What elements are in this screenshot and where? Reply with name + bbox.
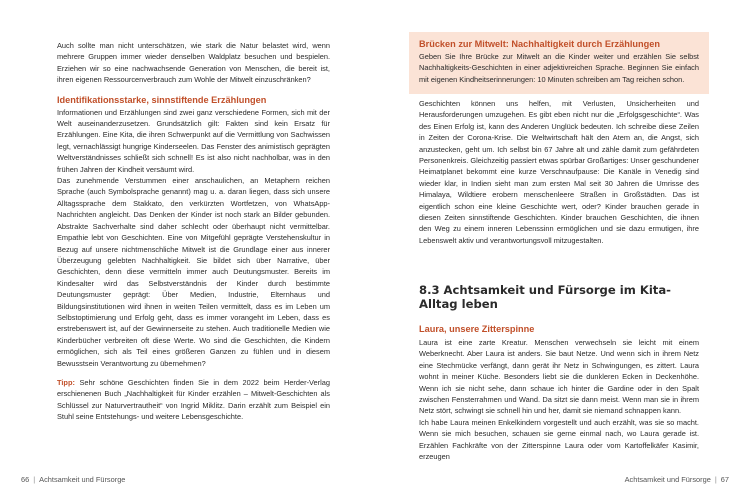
- section-heading-identifikation: Identifikationsstarke, sinnstiftende Erzählungen: [57, 94, 267, 105]
- right-text-column: [419, 98, 699, 246]
- tip-label: Tipp:: [57, 377, 75, 387]
- page-number: 67: [720, 475, 729, 484]
- tip-paragraph: [57, 377, 330, 423]
- running-title: Achtsamkeit und Fürsorge: [39, 475, 126, 484]
- info-box-text: Geben Sie Ihre Brücke zur Mitwelt an die Kinder weiter und erzählen Sie selbst Nachhaltigkeits-Geschichten in einer adjektivreichen Sprache. Beginnen Sie einfach mit eigenen Kindheitserinnerungen: 10 Minuten schreiben am Tag reichen schon.: [419, 52, 699, 84]
- sub-heading-laura: Laura, unsere Zitterspinne: [419, 324, 535, 334]
- footer-right: [625, 475, 729, 484]
- running-title: Achtsamkeit und Fürsorge: [624, 475, 711, 484]
- chapter-section-title: [419, 283, 679, 311]
- footer-separator: |: [714, 475, 717, 484]
- intro-paragraph: Auch sollte man nicht unterschätzen, wie stark die Natur belastet wird, wenn mehrere Gruppen immer wieder denselben Waldplatz besuchen und bespielen. Erziehen wir so eine nachwachsende Generation von Menschen, die bereit ist, ihren eigenen Ressourcenverbrauch zum Wohle der Mitwelt einzuschränken?: [57, 41, 330, 85]
- body-paragraph: Informationen und Erzählungen sind zwei ganz verschiedene Formen, sich mit der Welt auseinanderzusetzen. Grundsätzlich gilt: Fakten sind kein Ersatz für Erzählungen. Eine Kita, die ihren Schwerpunkt auf die Vermittlung von Sachwissen legt, vernachlässigt hungrige Kinderseelen. Das Fenster des animistisch geprägten Weltverständnisses schließt sich schnell! Es ist also nicht nachholbar, was in den frühen Jahren der Kindheit versäumt wird.: [57, 107, 330, 174]
- body-paragraph: Laura ist eine zarte Kreatur. Menschen verwechseln sie leicht mit einem Weberknecht. Aber Laura ist anders. Sie baut Netze. Und wenn sich in ihrem Netz eine Stechmücke verfängt, dann gerät ihr Netz in Schwingungen, es zittert. Laura wohnt in meiner Küche. Besonders liebt sie die dunkleren Ecken in Deckenhöhe. Wenn ich sie nicht sehe, dann schaue ich hinter die Gardine oder in den Spalt zwischen Fensterrahmen und Wand. Da sitzt sie dann meist. Wenn man sie in ihrem Netz stört, schwingt sie schnell hin und her, damit sie niemand schnappen kann.: [419, 338, 699, 416]
- tip-text: Sehr schöne Geschichten finden Sie in dem 2022 beim Herder-Verlag erschienenen Buch „Nachhaltigkeit für Kinder erzählen – Mitwelt-Geschichten als Schlüssel zur Naturvertrautheit“ von Ingrid Miklitz. Darin erzählt zum Beispiel ein Stuhl seine Entstehungs- und weitere Lebensgeschichte.: [57, 377, 330, 422]
- body-paragraph: Geschichten können uns helfen, mit Verlusten, Unsicherheiten und Herausforderungen umzugehen. Es gibt eben nicht nur die „Erfolgsgeschichte“. Was des Einen Erfolg ist, kann des Anderen Unglück bedeuten. Ich schreibe diese Zeilen in Zeiten der Corona-Krise. Die Weltwirtschaft hält den Atem an, die Angst, sich anzustecken, geht um. Ich selbst bin 67 Jahre alt und zähle damit zum gefährdeten Personenkreis. Gleichzeitig passiert etwas spürbar Großartiges: Unser geschundener Heimatplanet bekommt eine kurze Verschnaufpause: Die Kanäle in Venedig sind wieder klar, in Indien sieht man zum ersten Mal seit 30 Jahren die Umrisse des Himalaya, Wildtiere erobern menschenleere Straßen in Großstädten. Das ist eigentlich schon eine kleine Geschichte wert, oder? Kinder brauchen gerade in diesen Zeiten sinnstiftende Geschichten. Kinder brauchen Geschichten, die ihnen den Weg zu einem inneren Lebenssinn ermöglichen und sie dazu ermutigen, ihre Lebenswelt aktiv und verantwortungsvoll mitzugestalten.: [419, 99, 699, 245]
- footer-left: [21, 475, 125, 484]
- section-title-text: Achtsamkeit und Fürsorge im Kita-Alltag leben: [419, 283, 671, 311]
- body-paragraph: Ich habe Laura meinen Enkelkindern vorgestellt und auch erzählt, was sie so macht. Wenn sie mich besuchen, schauen sie gerne einmal nach, wo Laura gerade ist. Erzählen Fachkräfte von der Zitterspinne Laura oder vom Kartoffelkäfer Kasimir, erzeugen: [419, 417, 699, 462]
- info-box: [409, 32, 709, 94]
- page-number: 66: [21, 475, 30, 484]
- footer-separator: |: [33, 475, 36, 484]
- section-number: 8.3: [419, 283, 440, 297]
- left-text-column: [57, 40, 330, 423]
- laura-text: [419, 337, 699, 462]
- body-paragraph: Das zunehmende Verstummen einer anschaulichen, an Metaphern reichen Sprache (auch Symbolsprache genannt) mag u. a. daran liegen, dass sich unsere Alltagssprache dem Stakkato, den verkürzten Wortfetzen, von WhatsApp-Nachrichten angleicht. Das Denken der Kinder ist noch stark an Bilder gebunden. Abstrakte Sachverhalte sind daher schlecht oder überhaupt nicht vermittelbar. Empathie lebt von Geschichten. Eine von Mitgefühl geprägte Verstehenskultur in Bezug auf unsere nichtmenschliche Mitwelt ist die Grundlage einer aus innerer Überzeugung gelebten Nachhaltigkeit. Sie bildet sich über Narrative, über Geschichten, denn diese vermitteln immer auch Deutungsmuster. Bereits im Kindesalter wird das Selbstverständnis der Kinder durch bestimmte Deutungsmuster geprägt: Über Medien, Industrie, Elternhaus und Bildungsinstitutionen wird ihnen in weiten Teilen vermittelt, dass es im Leben um Selbstoptimierung und Erfolg geht, dass es immer vorangeht im Leben, dass es erstrebenswert ist, auf der Gewinnerseite zu stehen. Auch traditionelle Medien wie Kinderbücher verbreiten oft diese Werte. Wo sind die Geschichten, die Kindern ermöglichen, sich als Teil eines größeren Ganzen zu fühlen und in diesem Bewusstsein Verantwortung zu übernehmen?: [57, 176, 330, 368]
- info-box-title: Brücken zur Mitwelt: Nachhaltigkeit durch Erzählungen: [419, 39, 660, 49]
